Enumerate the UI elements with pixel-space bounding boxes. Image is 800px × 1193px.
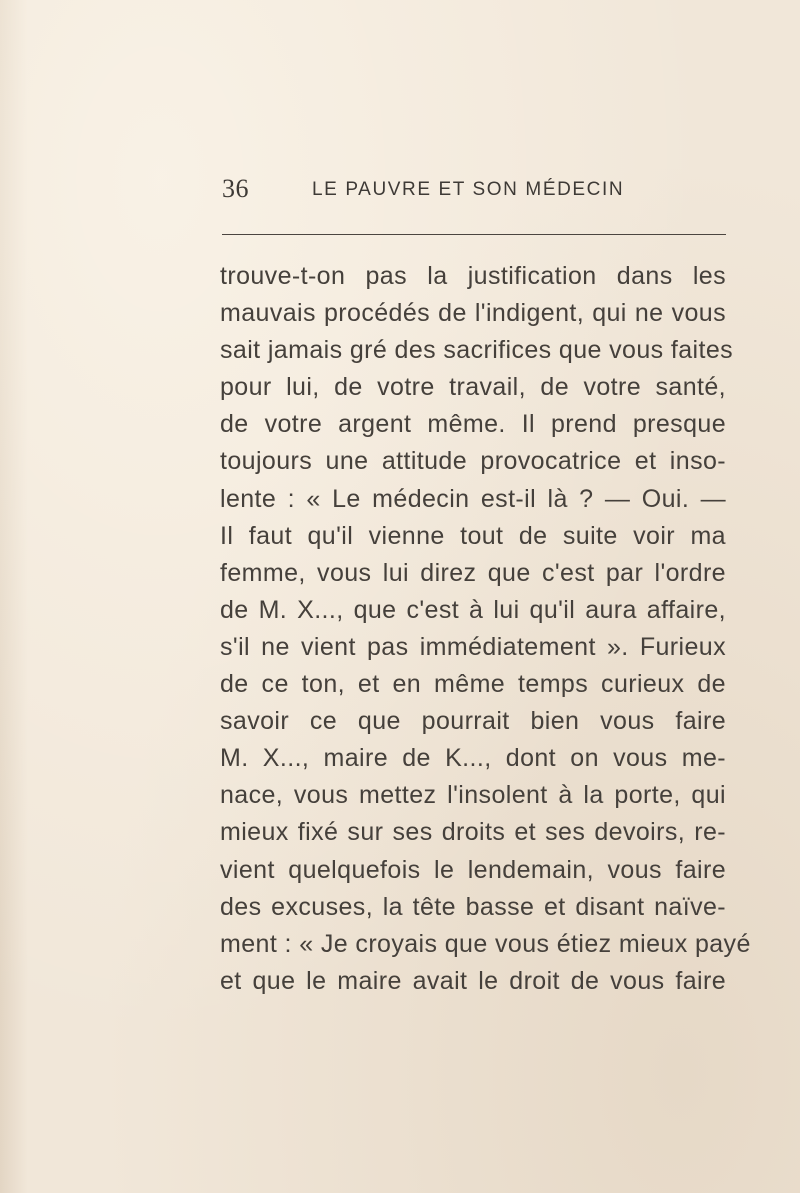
text-line: pour lui, de votre travail, de votre santé,: [220, 373, 726, 402]
page-header: [222, 172, 726, 206]
running-title: LE PAUVRE ET SON MÉDECIN: [312, 179, 625, 200]
text-line: Il faut qu'il vienne tout de suite voir ma: [220, 521, 726, 550]
text-line: de M. X..., que c'est à lui qu'il aura affaire,: [220, 595, 726, 624]
text-line: de votre argent même. Il prend presque: [220, 410, 726, 439]
text-line: s'il ne vient pas immédiatement ». Furieux: [220, 632, 726, 661]
text-line: lente : « Le médecin est-il là ? — Oui. —: [220, 484, 726, 513]
page-number: 36: [222, 174, 249, 203]
text-line: de ce ton, et en même temps curieux de: [220, 670, 726, 699]
text-line: M. X..., maire de K..., dont on vous me-: [220, 744, 726, 773]
text-line: mieux fixé sur ses droits et ses devoirs, re-: [220, 818, 726, 847]
text-line: nace, vous mettez l'insolent à la porte, qui: [220, 781, 726, 810]
text-line: femme, vous lui direz que c'est par l'ordre: [220, 558, 726, 587]
text-line: trouve-t-on pas la justification dans les: [220, 262, 726, 290]
text-line: des excuses, la tête basse et disant naïve-: [220, 892, 726, 921]
text-line: et que le maire avait le droit de vous faire: [220, 966, 726, 995]
text-line: ment : « Je croyais que vous étiez mieux payé: [220, 929, 751, 958]
text-line: toujours une attitude provocatrice et inso-: [220, 447, 726, 476]
body-text: [220, 258, 751, 1000]
text-line: savoir ce que pourrait bien vous faire: [220, 707, 726, 736]
text-line: vient quelquefois le lendemain, vous faire: [220, 855, 726, 884]
text-line: mauvais procédés de l'indigent, qui ne vous: [220, 299, 726, 328]
text-line: sait jamais gré des sacrifices que vous faites: [220, 336, 734, 365]
header-rule: [222, 234, 726, 235]
